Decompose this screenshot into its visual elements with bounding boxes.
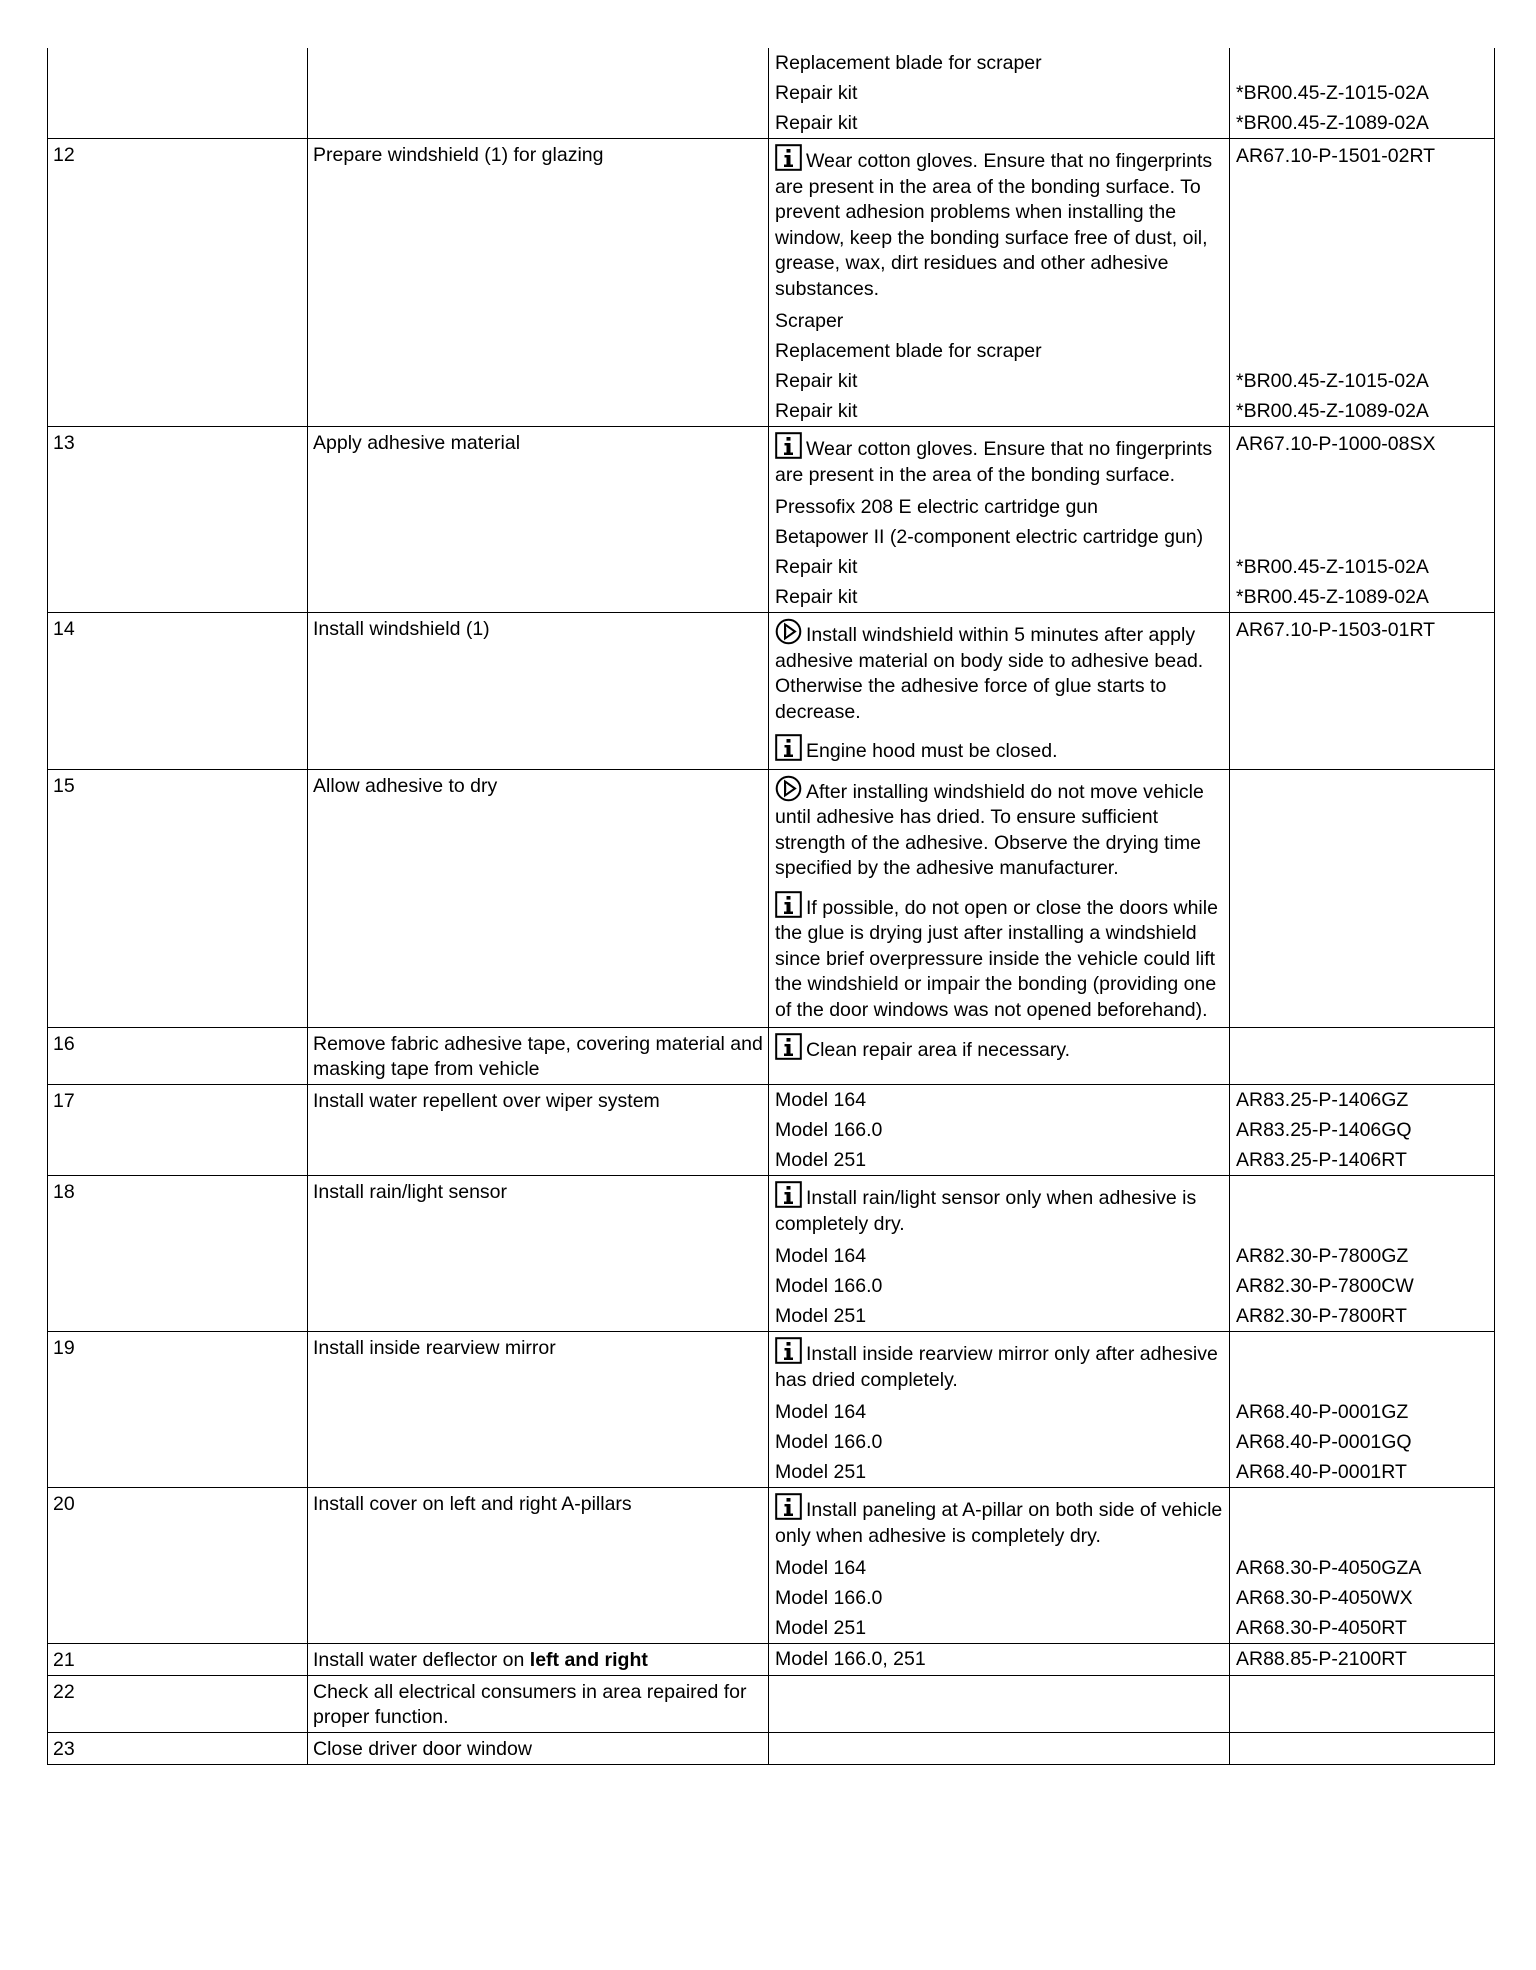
details-cell: [769, 1644, 1230, 1676]
reference-line: [1230, 1028, 1494, 1068]
detail-line: Model 164: [775, 1557, 867, 1579]
detail-line: Model 164: [775, 1401, 867, 1423]
reference-line: AR68.40-P-0001RT: [1236, 1461, 1407, 1483]
step-number: 12: [53, 144, 75, 166]
operation-cell: [308, 1676, 769, 1733]
reference-cell: [1230, 1488, 1495, 1644]
step-number-cell: [48, 1176, 308, 1332]
reference-line: *BR00.45-Z-1089-02A: [1236, 400, 1429, 422]
reference-line: *BR00.45-Z-1015-02A: [1236, 82, 1429, 104]
reference-line: *BR00.45-Z-1089-02A: [1236, 586, 1429, 608]
info-icon: [775, 734, 802, 761]
step-number-cell: [48, 1332, 308, 1488]
info-icon: [775, 1493, 802, 1520]
reference-line: [1230, 522, 1494, 552]
step-number: 15: [53, 774, 75, 797]
step-number: 16: [53, 1033, 75, 1055]
note-block: [769, 1332, 1229, 1397]
step-number: 18: [53, 1181, 75, 1203]
reference-line: AR82.30-P-7800GZ: [1236, 1245, 1409, 1267]
reference-cell: [1230, 1676, 1495, 1733]
table-row: [48, 1676, 1495, 1733]
note-block: [769, 1176, 1229, 1241]
operation-label: Install rain/light sensor: [313, 1181, 508, 1203]
operation-cell: [308, 139, 769, 427]
detail-line: Model 251: [775, 1461, 867, 1483]
info-icon: [775, 432, 802, 459]
reference-cell: [1230, 1332, 1495, 1488]
note-text: Engine hood must be closed.: [806, 740, 1058, 762]
details-cell: [769, 1488, 1230, 1644]
note-block: [769, 1488, 1229, 1553]
info-icon: [775, 1181, 802, 1208]
detail-line: Model 164: [775, 1089, 867, 1111]
caution-icon: [775, 618, 802, 645]
reference-line: *BR00.45-Z-1015-02A: [1236, 370, 1429, 392]
note-block: [769, 729, 1229, 769]
reference-cell: [1230, 427, 1495, 613]
table-row: [48, 613, 1495, 770]
table-row: [48, 769, 1495, 1028]
table-row: [48, 1085, 1495, 1176]
reference-line: [1230, 1176, 1494, 1241]
reference-cell: [1230, 769, 1495, 1028]
reference-line: AR68.40-P-0001GQ: [1236, 1431, 1412, 1453]
step-number: 20: [53, 1493, 75, 1515]
detail-line: Repair kit: [775, 82, 858, 104]
details-cell: [769, 48, 1230, 139]
reference-line: [1230, 1488, 1494, 1553]
operation-label: Prepare windshield (1) for glazing: [313, 144, 604, 166]
procedure-table: [47, 48, 1495, 1765]
reference-line: [1230, 729, 1494, 769]
note-text: Wear cotton gloves. Ensure that no fingerprints are present in the area of the bonding surface. To prevent adhesion problems when installing the window, keep the bonding surface free of dust, oil, grease, wax, dirt residues and other adhesive substances.: [775, 150, 1213, 300]
note-text: Install windshield within 5 minutes after apply adhesive material on body side to adhesive bead. Otherwise the adhesive force of glue starts to decrease.: [775, 624, 1204, 723]
note-text: Wear cotton gloves. Ensure that no fingerprints are present in the area of the bonding surface.: [775, 438, 1213, 486]
reference-line: *BR00.45-Z-1015-02A: [1236, 556, 1429, 578]
step-number-cell: [48, 1733, 308, 1765]
step-number-cell: [48, 1488, 308, 1644]
operation-text: [308, 1676, 768, 1732]
reference-line: [1230, 492, 1494, 522]
operation-text: [308, 1176, 768, 1207]
step-number: 19: [53, 1337, 75, 1359]
operation-cell: [308, 1332, 769, 1488]
step-number: 17: [53, 1090, 75, 1112]
info-icon: [775, 1033, 802, 1060]
operation-text: [308, 1488, 768, 1519]
step-number-cell: [48, 1644, 308, 1676]
step-number-cell: [48, 769, 308, 1028]
operation-cell: [308, 48, 769, 139]
details-cell: [769, 613, 1230, 770]
detail-line: Repair kit: [775, 400, 858, 422]
detail-line: Repair kit: [775, 112, 858, 134]
table-row: [48, 1332, 1495, 1488]
operation-label: Install water repellent over wiper system: [313, 1090, 660, 1112]
details-cell: [769, 427, 1230, 613]
step-number: 21: [53, 1649, 75, 1671]
details-cell: [769, 1085, 1230, 1176]
note-text: Install rain/light sensor only when adhesive is completely dry.: [775, 1187, 1197, 1235]
detail-line: Model 166.0: [775, 1587, 883, 1609]
detail-line: Model 251: [775, 1305, 867, 1327]
operation-cell: [308, 1085, 769, 1176]
step-number-cell: [48, 427, 308, 613]
operation-text: [308, 1733, 768, 1764]
table-row: [48, 48, 1495, 139]
operation-label: Install inside rearview mirror: [313, 1337, 556, 1359]
reference-cell: [1230, 613, 1495, 770]
step-number: 14: [53, 618, 75, 640]
detail-line: Repair kit: [775, 586, 858, 608]
note-text: Install inside rearview mirror only after adhesive has dried completely.: [775, 1343, 1218, 1391]
detail-line: Repair kit: [775, 556, 858, 578]
operation-label: Close driver door window: [313, 1738, 532, 1760]
note-text: Install paneling at A-pillar on both side of vehicle only when adhesive is completely dry.: [775, 1499, 1223, 1547]
operation-text: [308, 770, 768, 801]
reference-line: AR82.30-P-7800CW: [1236, 1275, 1414, 1297]
operation-label: Install cover on left and right A-pillars: [313, 1493, 632, 1515]
operation-label: Install windshield (1): [313, 618, 490, 640]
operation-label: Install water deflector on: [313, 1649, 530, 1671]
reference-line: [1230, 1332, 1494, 1397]
detail-line: Pressofix 208 E electric cartridge gun: [775, 496, 1098, 518]
reference-line: [1230, 306, 1494, 336]
reference-cell: [1230, 1085, 1495, 1176]
step-number: 23: [53, 1738, 75, 1760]
caution-icon: [775, 775, 802, 802]
operation-cell: [308, 769, 769, 1028]
details-cell: [769, 1176, 1230, 1332]
operation-label: Apply adhesive material: [313, 432, 521, 454]
detail-line: Scraper: [775, 310, 844, 332]
note-block: [769, 613, 1229, 729]
detail-line: Model 251: [775, 1149, 867, 1171]
detail-line: Model 251: [775, 1617, 867, 1639]
note-block: [769, 139, 1229, 306]
reference-line: AR68.40-P-0001GZ: [1236, 1401, 1409, 1423]
reference-line: AR67.10-P-1000-08SX: [1236, 433, 1436, 455]
note-text: If possible, do not open or close the doors while the glue is drying just after installing a windshield since brief overpressure inside the vehicle could lift the windshield or impair the bonding (providing one of the door windows was not opened beforehand).: [775, 896, 1218, 1021]
operation-text: [308, 1085, 768, 1116]
reference-line: AR83.25-P-1406GZ: [1236, 1089, 1409, 1111]
step-number: 22: [53, 1681, 75, 1703]
table-row: [48, 1488, 1495, 1644]
table-row: [48, 139, 1495, 427]
info-icon: [775, 1337, 802, 1364]
info-icon: [775, 891, 802, 918]
table-row: [48, 427, 1495, 613]
reference-line: AR67.10-P-1501-02RT: [1236, 145, 1436, 167]
detail-line: Model 166.0, 251: [775, 1648, 926, 1670]
note-text: After installing windshield do not move vehicle until adhesive has dried. To ensure sufficient strength of the adhesive. Observe the drying time specified by the adhesive manufacturer.: [775, 780, 1204, 879]
details-cell: [769, 1676, 1230, 1733]
operation-cell: [308, 427, 769, 613]
table-row: [48, 1028, 1495, 1085]
table-row: [48, 1733, 1495, 1765]
reference-line: [1230, 770, 1494, 886]
note-block: [769, 1028, 1229, 1068]
reference-cell: [1230, 1644, 1495, 1676]
operation-cell: [308, 1176, 769, 1332]
operation-text: [308, 613, 768, 644]
detail-line: Replacement blade for scraper: [775, 52, 1042, 74]
step-number-cell: [48, 48, 308, 139]
step-number-cell: [48, 139, 308, 427]
operation-emphasis: left and right: [529, 1649, 648, 1671]
operation-text: [308, 427, 768, 458]
table-row: [48, 1176, 1495, 1332]
details-cell: [769, 1028, 1230, 1085]
step-number: 13: [53, 432, 75, 454]
note-text: Clean repair area if necessary.: [806, 1039, 1071, 1061]
reference-line: AR83.25-P-1406RT: [1236, 1149, 1407, 1171]
step-number-cell: [48, 1085, 308, 1176]
operation-text: [308, 1644, 768, 1675]
reference-line: AR68.30-P-4050WX: [1236, 1587, 1413, 1609]
note-block: [769, 427, 1229, 492]
operation-cell: [308, 1733, 769, 1765]
detail-line: Model 166.0: [775, 1275, 883, 1297]
operation-cell: [308, 1644, 769, 1676]
operation-cell: [308, 613, 769, 770]
step-number-cell: [48, 1676, 308, 1733]
details-cell: [769, 139, 1230, 427]
reference-cell: [1230, 139, 1495, 427]
operation-label: Remove fabric adhesive tape, covering material and masking tape from vehicle: [313, 1033, 763, 1080]
reference-line: AR88.85-P-2100RT: [1236, 1648, 1407, 1670]
detail-line: Model 164: [775, 1245, 867, 1267]
reference-cell: [1230, 1028, 1495, 1085]
operation-cell: [308, 1028, 769, 1085]
step-number-cell: [48, 1028, 308, 1085]
reference-cell: [1230, 48, 1495, 139]
operation-text: [308, 139, 768, 170]
reference-line: AR68.30-P-4050GZA: [1236, 1557, 1422, 1579]
reference-line: [1230, 336, 1494, 366]
details-cell: [769, 1332, 1230, 1488]
detail-line: Model 166.0: [775, 1431, 883, 1453]
reference-line: AR83.25-P-1406GQ: [1236, 1119, 1412, 1141]
operation-cell: [308, 1488, 769, 1644]
operation-text: [308, 1332, 768, 1363]
detail-line: Betapower II (2-component electric cartridge gun): [775, 526, 1204, 548]
step-number-cell: [48, 613, 308, 770]
reference-cell: [1230, 1176, 1495, 1332]
note-block: [769, 770, 1229, 886]
details-cell: [769, 769, 1230, 1028]
reference-line: AR68.30-P-4050RT: [1236, 1617, 1407, 1639]
reference-cell: [1230, 1733, 1495, 1765]
operation-label: Allow adhesive to dry: [313, 774, 498, 797]
info-icon: [775, 144, 802, 171]
reference-line: AR67.10-P-1503-01RT: [1236, 619, 1436, 641]
details-cell: [769, 1733, 1230, 1765]
detail-line: Replacement blade for scraper: [775, 340, 1042, 362]
operation-text: [308, 1028, 768, 1084]
table-row: [48, 1644, 1495, 1676]
reference-line: [1230, 48, 1494, 78]
detail-line: Repair kit: [775, 370, 858, 392]
reference-line: [1230, 886, 1494, 1028]
operation-label: Check all electrical consumers in area repaired for proper function.: [313, 1681, 747, 1728]
reference-line: *BR00.45-Z-1089-02A: [1236, 112, 1429, 134]
detail-line: Model 166.0: [775, 1119, 883, 1141]
reference-line: AR82.30-P-7800RT: [1236, 1305, 1407, 1327]
note-block: [769, 886, 1229, 1028]
